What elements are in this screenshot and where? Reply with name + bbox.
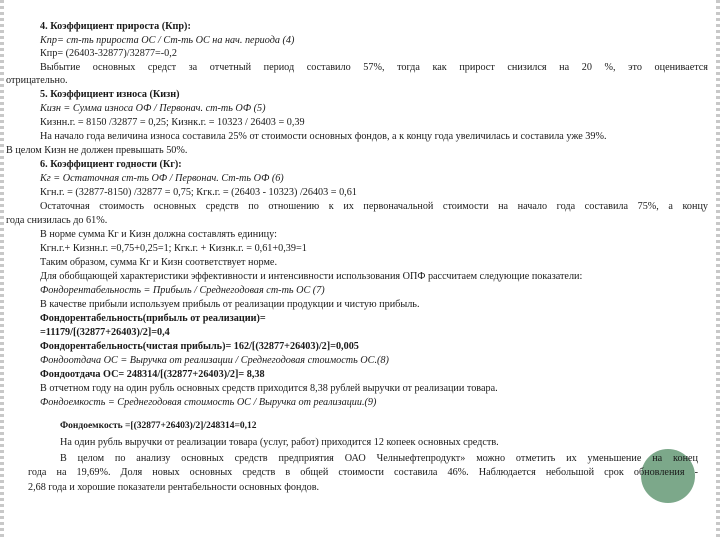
heading-fitness-coefficient: 6. Коэффициент годности (Кг): (40, 159, 182, 170)
formula-fitness: Кг = Остаточная ст-ть ОФ / Первонач. Ст-ть ОФ (6) (40, 173, 284, 184)
paragraph-conclusion-3: 2,68 года и хорошие показатели рентабельности основных фондов. (28, 482, 320, 493)
paragraph-asset-turnover: В отчетном году на один рубль основных средств приходится 8,38 рублей выручки от реализации товара. (40, 383, 498, 394)
calc-fitness: Кгн.г. = (32877-8150) /32877 = 0,75; Кгк.г. = (26403 - 10323) /26403 = 0,61 (40, 187, 357, 198)
calc-return-sales-value: =11179/[(32877+26403)/2]=0,4 (40, 327, 170, 338)
paragraph-capital-intensity: На один рубль выручки от реализации товара (услуг, работ) приходится 12 копеек основных средств. (60, 437, 499, 448)
paragraph-wear: На начало года величина износа составила 25% от стоимости основных фондов, а к концу года увеличилась и составила уже 39%. (40, 131, 607, 142)
calc-return-net-profit: Фондорентабельность(чистая прибыль)= 162/[(32877+26403)/2]=0,005 (40, 341, 359, 352)
calc-asset-turnover: Фондоотдача ОС= 248314/[(32877+26403)/2]= 8,38 (40, 369, 265, 380)
paragraph-conclusion-1: В целом по анализу основных средств предприятия ОАО Челныефтепродукт» можно отметить их уменьшение на конец (60, 453, 698, 464)
paragraph-norm: В норме сумма Кг и Кизн должна составлять единицу: (40, 229, 277, 240)
formula-wear: Кизн = Сумма износа ОФ / Первонач. ст-ть ОФ (5) (40, 103, 266, 114)
paragraph-indicators-intro: Для обобщающей характеристики эффективности и интенсивности использования ОПФ рассчитаем следующие показатели: (40, 271, 583, 282)
heading-growth-coefficient: 4. Коэффициент прироста (Кпр): (40, 21, 191, 32)
formula-growth: Кпр= ст-ть прироста ОС / Ст-ть ОС на нач. периода (4) (40, 35, 295, 46)
paragraph-disposal: Выбытие основных средст за отчетный период составило 57%, тогда как прирост снизился на 20 %, это оценивается (40, 62, 708, 73)
paragraph-disposal-cont: отрицательно. (6, 75, 68, 86)
paragraph-residual: Остаточная стоимость основных средств по отношению к их первоначальной стоимости на начало года составила 75%, а концу (40, 201, 708, 212)
calc-norm-sum: Кгн.г.+ Кизнн.г. =0,75+0,25=1; Кгк.г. + Кизнк.г. = 0,61+0,39=1 (40, 243, 307, 254)
paragraph-conclusion-2: года на 19,69%. Доля новых основных средств в общей стоимости составила 46%. Наблюдается небольшой срок обновления - (28, 467, 698, 478)
paragraph-profit-types: В качестве прибыли используем прибыль от реализации продукции и чистую прибыль. (40, 299, 420, 310)
calc-wear: Кизнн.г. = 8150 /32877 = 0,25; Кизнк.г. = 10323 / 26403 = 0,39 (40, 117, 305, 128)
formula-asset-turnover: Фондоотдача ОС = Выручка от реализации / Среднегодовая стоимость ОС.(8) (40, 355, 389, 366)
paragraph-wear-limit: В целом Кизн не должен превышать 50%. (6, 145, 188, 156)
calc-growth: Кпр= (26403-32877)/32877=-0,2 (40, 48, 177, 59)
calc-return-sales-label: Фондорентабельность(прибыль от реализации)= (40, 313, 266, 324)
calc-capital-intensity: Фондоемкость =[(32877+26403)/2]/248314=0,12 (60, 421, 257, 431)
paragraph-norm-conclusion: Таким образом, сумма Кг и Кизн соответствует норме. (40, 257, 278, 268)
right-border (716, 0, 720, 540)
paragraph-residual-cont: года снизилась до 61%. (6, 215, 108, 226)
left-border (0, 0, 4, 540)
formula-capital-intensity: Фондоемкость = Среднегодовая стоимость ОС / Выручка от реализации.(9) (40, 397, 377, 408)
formula-return-on-assets: Фондорентабельность = Прибыль / Среднегодовая ст-ть ОС (7) (40, 285, 325, 296)
heading-wear-coefficient: 5. Коэффициент износа (Кизн) (40, 89, 180, 100)
